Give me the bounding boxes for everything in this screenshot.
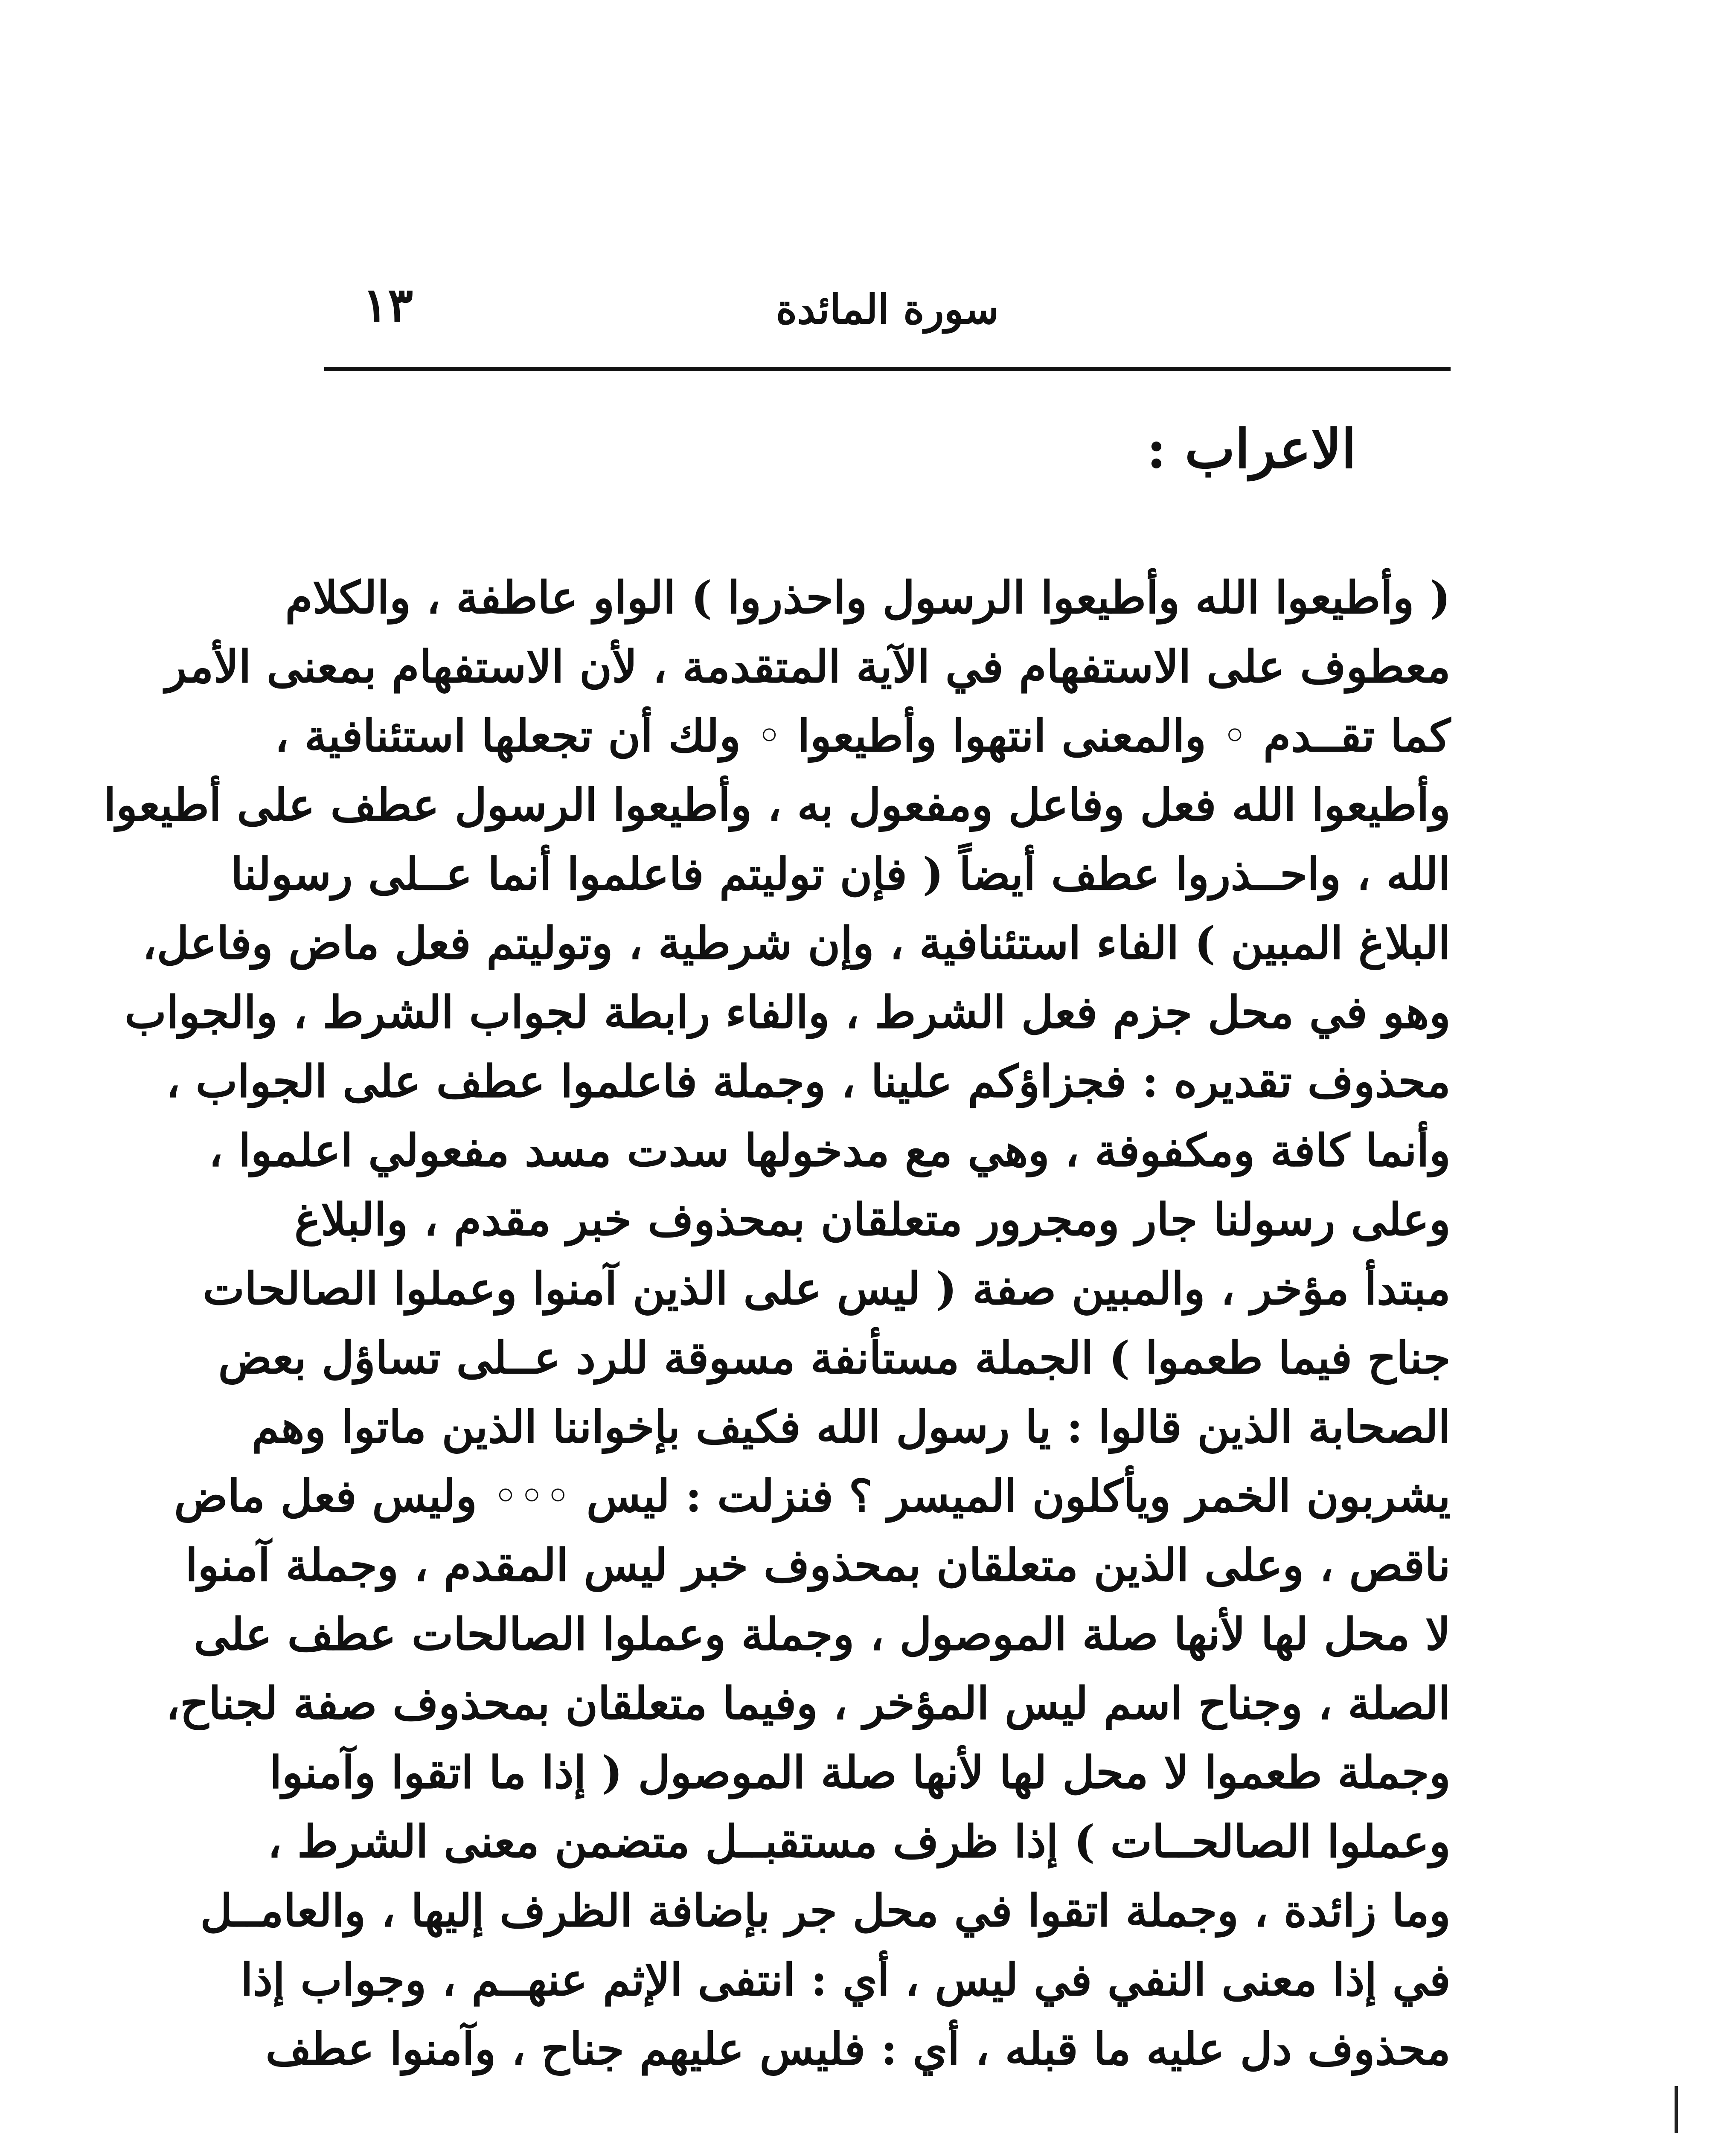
text-line: الصلة ، وجناح اسم ليس المؤخر ، وفيما متعلقان بمحذوف صفة لجناح، [166,1677,1451,1729]
text-line: ( وأطيعوا الله وأطيعوا الرسول واحذروا ) الواو عاطفة ، والكلام [285,571,1451,624]
text-line: في إذا معنى النفي في ليس ، أي : انتفى الإثم عنهــم ، وجواب إذا [240,1953,1451,2006]
text-line: وأنما كافة ومكفوفة ، وهي مع مدخولها سدت مسد مفعولي اعلموا ، [209,1124,1451,1177]
text-line: محذوف دل عليه ما قبله ، أي : فليس عليهم جناح ، وآمنوا عطف [265,2023,1451,2075]
surah-title: سورة المائدة [776,286,999,333]
running-header [324,277,1451,341]
text-line: مبتدأ مؤخر ، والمبين صفة ( ليس على الذين آمنوا وعملوا الصالحات [203,1262,1451,1315]
section-heading: الاعراب : [1146,418,1356,480]
text-line: جناح فيما طعموا ) الجملة مستأنفة مسوقة للرد عــلى تساؤل بعض [218,1331,1451,1384]
text-line: البلاغ المبين ) الفاء استئنافية ، وإن شرطية ، وتوليتم فعل ماض وفاعل، [142,917,1451,969]
text-line: وجملة طعموا لا محل لها لأنها صلة الموصول ( إذا ما اتقوا وآمنوا [269,1746,1451,1799]
text-line: لا محل لها لأنها صلة الموصول ، وجملة وعملوا الصالحات عطف على [194,1608,1451,1660]
body-text [104,563,1451,2084]
text-line: وهو في محل جزم فعل الشرط ، والفاء رابطة لجواب الشرط ، والجواب [125,986,1451,1038]
text-line: محذوف تقديره : فجزاؤكم علينا ، وجملة فاعلموا عطف على الجواب ، [166,1055,1451,1107]
text-line: الله ، واحــذروا عطف أيضاً ( فإن توليتم فاعلموا أنما عــلى رسولنا [230,848,1451,900]
header-divider [324,367,1451,371]
margin-mark [1675,2086,1678,2133]
text-line: ناقص ، وعلى الذين متعلقان بمحذوف خبر ليس المقدم ، وجملة آمنوا [185,1539,1451,1591]
text-line: وأطيعوا الله فعل وفاعل ومفعول به ، وأطيعوا الرسول عطف على أطيعوا [104,779,1451,831]
text-line: معطوف على الاستفهام في الآية المتقدمة ، لأن الاستفهام بمعنى الأمر [165,640,1451,693]
text-line: وما زائدة ، وجملة اتقوا في محل جر بإضافة الظرف إليها ، والعامــل [200,1884,1451,1937]
text-line: وعملوا الصالحــات ) إذا ظرف مستقبــل متضمن معنى الشرط ، [268,1815,1451,1868]
text-line: الصحابة الذين قالوا : يا رسول الله فكيف بإخواننا الذين ماتوا وهم [251,1401,1451,1453]
text-line: يشربون الخمر ويأكلون الميسر ؟ فنزلت : ليس ◦◦◦ وليس فعل ماض [174,1470,1451,1522]
text-line: وعلى رسولنا جار ومجرور متعلقان بمحذوف خبر مقدم ، والبلاغ [294,1193,1451,1246]
page-number: ١٣ [363,277,413,332]
text-line: كما تقــدم ◦ والمعنى انتهوا وأطيعوا ◦ ولك أن تجعلها استئنافية ، [274,709,1451,762]
